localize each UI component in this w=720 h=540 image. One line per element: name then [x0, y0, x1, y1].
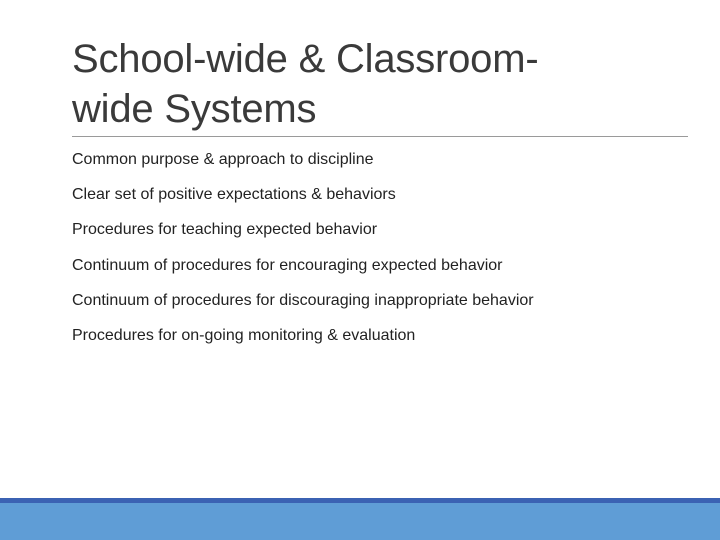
bullet-item: Continuum of procedures for encouraging expected behavior: [72, 256, 503, 274]
bullet-list: [72, 148, 692, 359]
slide-title-line-1: School-wide & Classroom-: [72, 37, 539, 81]
slide-title-line-2: wide Systems: [72, 87, 317, 131]
bullet-item: Procedures for on-going monitoring & evaluation: [72, 326, 416, 344]
bullet-item: Common purpose & approach to discipline: [72, 151, 374, 168]
bullet-item: Clear set of positive expectations & behaviors: [72, 186, 396, 204]
footer-band: [0, 503, 720, 540]
bullet-item: Procedures for teaching expected behavior: [72, 221, 378, 239]
title-divider: [72, 136, 688, 137]
bullet-item: Continuum of procedures for discouraging inappropriate behavior: [72, 291, 534, 309]
slide-title: [72, 34, 652, 134]
